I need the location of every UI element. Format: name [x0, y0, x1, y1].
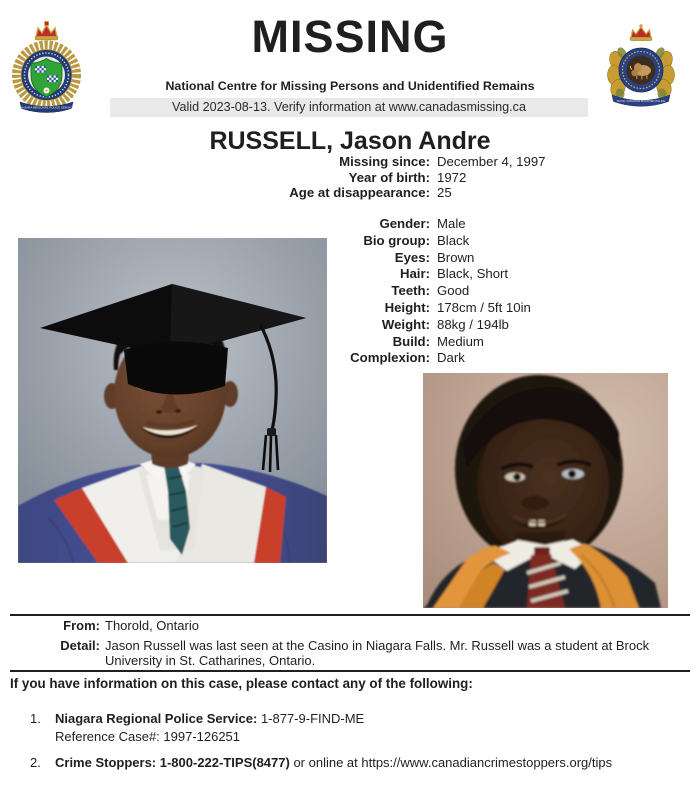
right-crest-banner-text: ROYAL CANADIAN MOUNTED POLICE: [616, 100, 666, 103]
attr-value: Brown: [437, 249, 475, 265]
contact-heading: If you have information on this case, please contact any of the following:: [10, 676, 473, 691]
contact-agency: Crime Stoppers: 1-800-222-TIPS(8477): [55, 755, 290, 770]
attr-value: Dark: [437, 350, 465, 366]
graduation-photo: [18, 238, 327, 563]
person-name: RUSSELL, Jason Andre: [209, 127, 491, 155]
from-label: From:: [63, 618, 100, 633]
fact-age-at-disappearance: [0, 185, 700, 201]
attr-gender: [0, 216, 700, 233]
detail-label: Detail:: [60, 638, 100, 653]
attr-label: Height:: [384, 299, 430, 315]
attr-label: Bio group:: [363, 232, 430, 248]
case-facts: [0, 154, 700, 201]
secondary-photo-image: [423, 373, 668, 608]
contact-item-crime-stoppers: [30, 755, 690, 771]
contact-info: 1-877-9-FIND-ME: [260, 711, 365, 726]
fact-missing-since: [0, 154, 700, 170]
divider-top: [10, 614, 690, 616]
fact-value: 25: [437, 185, 452, 200]
poster-subtitle: National Centre for Missing Persons and Unidentified Remains: [165, 79, 535, 93]
contact-number: 1.: [30, 711, 41, 726]
contact-number: 2.: [30, 755, 41, 770]
attr-value: 178cm / 5ft 10in: [437, 299, 531, 315]
contact-body: [55, 755, 612, 771]
attr-label: Teeth:: [391, 283, 430, 299]
poster-title: MISSING: [251, 11, 449, 62]
fact-value: 1972: [437, 169, 467, 185]
contact-reference-case: Reference Case#: 1997-126251: [55, 729, 241, 744]
fact-label: Missing since:: [339, 154, 430, 169]
attr-label: Build:: [392, 333, 430, 349]
graduation-photo-image: [18, 238, 327, 563]
fact-label: Year of birth:: [348, 169, 430, 185]
attr-label: Weight:: [381, 316, 430, 332]
from-row: [0, 618, 700, 633]
attr-label: Eyes:: [394, 249, 430, 265]
contact-agency: Niagara Regional Police Service:: [55, 711, 258, 726]
from-value: Thorold, Ontario: [105, 618, 199, 633]
attr-value: Male: [437, 216, 466, 231]
attr-value: 88kg / 194lb: [437, 316, 509, 332]
secondary-photo: [423, 373, 668, 608]
validity-bar: Valid 2023-08-13. Verify information at www.canadasmissing.ca: [110, 98, 588, 117]
detail-row: [0, 638, 700, 668]
attr-value: Black: [437, 232, 470, 248]
attr-label: Gender:: [379, 216, 430, 231]
contact-info: or online at https://www.canadiancrimestoppers.org/tips: [293, 755, 613, 770]
attr-value: Black, Short: [437, 266, 509, 282]
attr-label: Hair:: [399, 266, 430, 282]
contact-list: [30, 711, 690, 771]
divider-bottom: [10, 670, 690, 672]
attr-label: Complexion:: [350, 350, 430, 366]
detail-value: Jason Russell was last seen at the Casino in Niagara Falls. Mr. Russell was a student at Brock University in St. Catharines, Ontario.: [105, 638, 650, 668]
fact-year-of-birth: [0, 170, 700, 186]
attr-value: Good: [437, 283, 470, 299]
fact-value: December 4, 1997: [437, 154, 546, 169]
contact-item-police: [30, 711, 690, 727]
origin-section: [0, 618, 700, 673]
left-crest-banner-text: NIAGARA REGIONAL POLICE SERVICE: [18, 105, 75, 110]
contact-body: [55, 711, 364, 727]
attr-value: Medium: [437, 333, 484, 349]
fact-label: Age at disappearance:: [289, 185, 430, 200]
